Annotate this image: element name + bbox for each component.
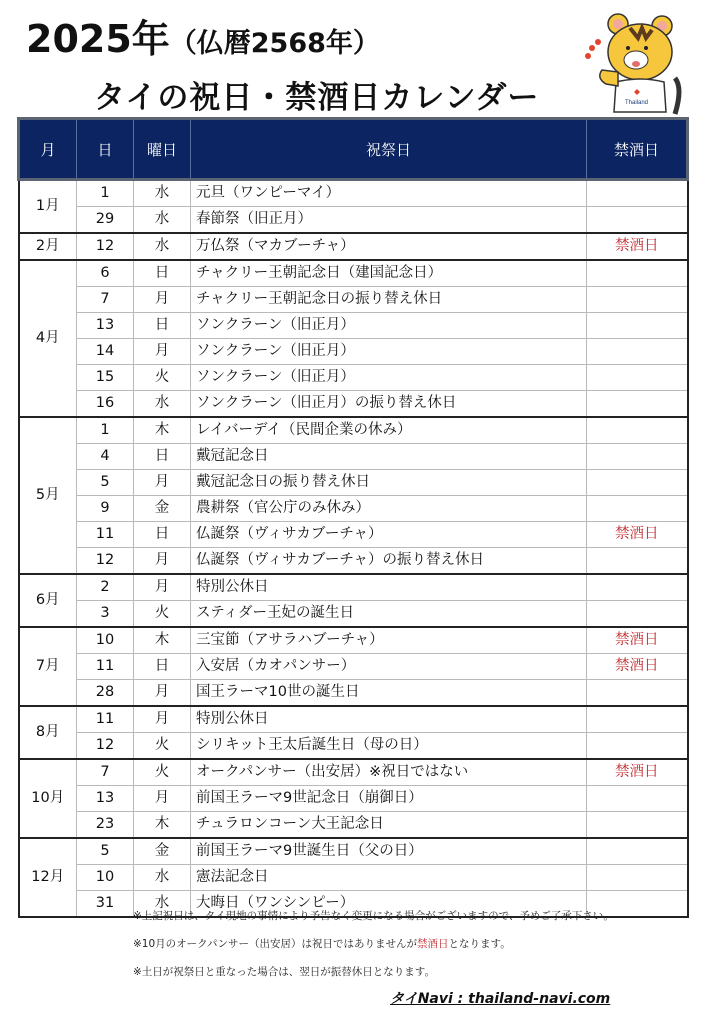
column-header-holiday: 祝祭日 (191, 119, 587, 180)
holiday-name-cell: ソンクラーン（旧正月） (191, 339, 587, 365)
table-row (19, 574, 688, 601)
table-row (19, 417, 688, 444)
alcohol-ban-cell (587, 313, 688, 339)
holiday-name-cell: 特別公休日 (191, 574, 587, 601)
alcohol-ban-cell (587, 470, 688, 496)
holiday-name-cell: チュラロンコーン大王記念日 (191, 812, 587, 839)
footnote-3: ※土日が祝祭日と重なった場合は、翌日が振替休日となります。 (133, 966, 435, 978)
holiday-name-cell: 三宝節（アサラハブーチャ） (191, 627, 587, 654)
weekday-cell: 水 (134, 391, 191, 418)
month-group (19, 180, 688, 234)
month-cell: 8月 (19, 706, 77, 759)
month-group (19, 574, 688, 627)
weekday-cell: 水 (134, 180, 191, 207)
day-cell: 31 (77, 891, 134, 918)
weekday-cell: 月 (134, 548, 191, 575)
day-cell: 13 (77, 313, 134, 339)
alcohol-ban-cell: 禁酒日 (587, 627, 688, 654)
weekday-cell: 月 (134, 339, 191, 365)
month-group (19, 838, 688, 917)
month-group (19, 233, 688, 260)
day-cell: 28 (77, 680, 134, 707)
table-row (19, 548, 688, 575)
footnote-1: ※上記祝日は、タイ現地の事情により予告なく変更になる場合がございますので、予めご了承下さい。 (133, 910, 614, 922)
table-row (19, 786, 688, 812)
day-cell: 23 (77, 812, 134, 839)
day-cell: 14 (77, 339, 134, 365)
table-row (19, 654, 688, 680)
holiday-name-cell: 前国王ラーマ9世記念日（崩御日） (191, 786, 587, 812)
weekday-cell: 月 (134, 287, 191, 313)
table-row (19, 812, 688, 839)
table-row (19, 733, 688, 760)
day-cell: 12 (77, 733, 134, 760)
weekday-cell: 金 (134, 496, 191, 522)
alcohol-ban-cell (587, 786, 688, 812)
alcohol-ban-cell (587, 260, 688, 287)
holiday-name-cell: 仏誕祭（ヴィサカブーチャ） (191, 522, 587, 548)
table-header-row (19, 119, 688, 180)
footnote-2-text: ※10月のオークパンサー（出安居）は祝日ではありませんが (133, 938, 418, 950)
table-row (19, 865, 688, 891)
holiday-name-cell: レイバーデイ（民間企業の休み） (191, 417, 587, 444)
footnote-2-tail: となります。 (448, 938, 511, 950)
day-cell: 15 (77, 365, 134, 391)
table-row (19, 838, 688, 865)
weekday-cell: 水 (134, 233, 191, 260)
footnote-2 (133, 937, 614, 965)
month-cell: 6月 (19, 574, 77, 627)
month-cell: 4月 (19, 260, 77, 417)
month-cell: 5月 (19, 417, 77, 574)
day-cell: 1 (77, 417, 134, 444)
day-cell: 16 (77, 391, 134, 418)
day-cell: 4 (77, 444, 134, 470)
weekday-cell: 木 (134, 417, 191, 444)
holiday-name-cell: チャクリー王朝記念日の振り替え休日 (191, 287, 587, 313)
holiday-name-cell: チャクリー王朝記念日（建国記念日） (191, 260, 587, 287)
table-row (19, 233, 688, 260)
site-credit-link[interactable]: タイNavi : thailand-navi.com (390, 991, 611, 1007)
alcohol-ban-cell (587, 733, 688, 760)
alcohol-ban-cell (587, 444, 688, 470)
month-group (19, 706, 688, 759)
month-cell: 1月 (19, 180, 77, 234)
alcohol-ban-cell: 禁酒日 (587, 522, 688, 548)
holiday-name-cell: ソンクラーン（旧正月）の振り替え休日 (191, 391, 587, 418)
alcohol-ban-cell: 禁酒日 (587, 233, 688, 260)
table-row (19, 365, 688, 391)
table-row (19, 759, 688, 786)
weekday-cell: 火 (134, 759, 191, 786)
day-cell: 11 (77, 654, 134, 680)
page-subtitle: タイの祝日・禁酒日カレンダー (94, 80, 540, 116)
alcohol-ban-cell (587, 574, 688, 601)
day-cell: 6 (77, 260, 134, 287)
table-row (19, 207, 688, 234)
holiday-name-cell: 仏誕祭（ヴィサカブーチャ）の振り替え休日 (191, 548, 587, 575)
holiday-name-cell: 戴冠記念日の振り替え休日 (191, 470, 587, 496)
holiday-name-cell: 憲法記念日 (191, 865, 587, 891)
alcohol-ban-cell (587, 601, 688, 628)
weekday-cell: 木 (134, 812, 191, 839)
day-cell: 3 (77, 601, 134, 628)
table-row (19, 522, 688, 548)
alcohol-ban-cell (587, 417, 688, 444)
day-cell: 12 (77, 548, 134, 575)
day-cell: 9 (77, 496, 134, 522)
alcohol-ban-cell: 禁酒日 (587, 654, 688, 680)
month-group (19, 627, 688, 706)
weekday-cell: 日 (134, 444, 191, 470)
month-cell: 10月 (19, 759, 77, 838)
title-buddhist-year: （仏暦2568年） (169, 28, 380, 59)
weekday-cell: 月 (134, 786, 191, 812)
footnote-2-alcohol-ban: 禁酒日 (417, 938, 449, 950)
alcohol-ban-cell (587, 706, 688, 733)
weekday-cell: 日 (134, 260, 191, 287)
weekday-cell: 金 (134, 838, 191, 865)
alcohol-ban-cell (587, 365, 688, 391)
table-row (19, 680, 688, 707)
holiday-name-cell: 春節祭（旧正月） (191, 207, 587, 234)
alcohol-ban-cell (587, 496, 688, 522)
table-row (19, 601, 688, 628)
alcohol-ban-cell (587, 680, 688, 707)
weekday-cell: 月 (134, 470, 191, 496)
day-cell: 1 (77, 180, 134, 207)
tiger-mascot-icon (580, 8, 690, 120)
day-cell: 29 (77, 207, 134, 234)
weekday-cell: 月 (134, 574, 191, 601)
month-cell: 12月 (19, 838, 77, 917)
holiday-name-cell: 農耕祭（官公庁のみ休み） (191, 496, 587, 522)
holiday-calendar-table (17, 117, 689, 918)
alcohol-ban-cell (587, 548, 688, 575)
alcohol-ban-cell: 禁酒日 (587, 759, 688, 786)
alcohol-ban-cell (587, 287, 688, 313)
weekday-cell: 水 (134, 207, 191, 234)
column-header-alcohol-ban: 禁酒日 (587, 119, 688, 180)
alcohol-ban-cell (587, 339, 688, 365)
table-row (19, 313, 688, 339)
column-header-weekday: 曜日 (134, 119, 191, 180)
alcohol-ban-cell (587, 838, 688, 865)
day-cell: 7 (77, 287, 134, 313)
month-group (19, 417, 688, 574)
holiday-name-cell: ソンクラーン（旧正月） (191, 313, 587, 339)
month-group (19, 759, 688, 838)
weekday-cell: 月 (134, 706, 191, 733)
holiday-name-cell: オークパンサー（出安居）※祝日ではない (191, 759, 587, 786)
holiday-name-cell: 万仏祭（マカブーチャ） (191, 233, 587, 260)
table-row (19, 339, 688, 365)
weekday-cell: 火 (134, 733, 191, 760)
day-cell: 5 (77, 470, 134, 496)
holiday-name-cell: 特別公休日 (191, 706, 587, 733)
alcohol-ban-cell (587, 391, 688, 418)
day-cell: 12 (77, 233, 134, 260)
table-row (19, 444, 688, 470)
weekday-cell: 木 (134, 627, 191, 654)
weekday-cell: 日 (134, 313, 191, 339)
table-row (19, 180, 688, 207)
holiday-name-cell: 前国王ラーマ9世誕生日（父の日） (191, 838, 587, 865)
table-row (19, 260, 688, 287)
month-cell: 7月 (19, 627, 77, 706)
weekday-cell: 水 (134, 865, 191, 891)
holiday-name-cell: 元旦（ワンピーマイ） (191, 180, 587, 207)
weekday-cell: 日 (134, 654, 191, 680)
holiday-name-cell: スティダー王妃の誕生日 (191, 601, 587, 628)
holiday-name-cell: 入安居（カオパンサー） (191, 654, 587, 680)
column-header-month: 月 (19, 119, 77, 180)
day-cell: 10 (77, 627, 134, 654)
footnotes (133, 909, 614, 993)
table-row (19, 470, 688, 496)
day-cell: 2 (77, 574, 134, 601)
alcohol-ban-cell (587, 865, 688, 891)
table-row (19, 391, 688, 418)
alcohol-ban-cell (587, 207, 688, 234)
holiday-name-cell: シリキット王太后誕生日（母の日） (191, 733, 587, 760)
weekday-cell: 火 (134, 365, 191, 391)
holiday-name-cell: 戴冠記念日 (191, 444, 587, 470)
month-group (19, 260, 688, 417)
weekday-cell: 月 (134, 680, 191, 707)
weekday-cell: 火 (134, 601, 191, 628)
title-year: 2025年 (26, 17, 170, 61)
day-cell: 7 (77, 759, 134, 786)
table-row (19, 287, 688, 313)
day-cell: 5 (77, 838, 134, 865)
column-header-day: 日 (77, 119, 134, 180)
holiday-name-cell: ソンクラーン（旧正月） (191, 365, 587, 391)
weekday-cell: 日 (134, 522, 191, 548)
weekday-cell: 水 (134, 891, 191, 918)
day-cell: 10 (77, 865, 134, 891)
svg-text:Thailand: Thailand (625, 100, 649, 106)
alcohol-ban-cell (587, 812, 688, 839)
table-row (19, 496, 688, 522)
table-row (19, 706, 688, 733)
day-cell: 11 (77, 522, 134, 548)
holiday-name-cell: 国王ラーマ10世の誕生日 (191, 680, 587, 707)
month-cell: 2月 (19, 233, 77, 260)
page-title (26, 8, 380, 63)
holiday-name-cell: 大晦日（ワンシンピー） (191, 891, 587, 918)
day-cell: 13 (77, 786, 134, 812)
alcohol-ban-cell (587, 180, 688, 207)
day-cell: 11 (77, 706, 134, 733)
table-row (19, 627, 688, 654)
